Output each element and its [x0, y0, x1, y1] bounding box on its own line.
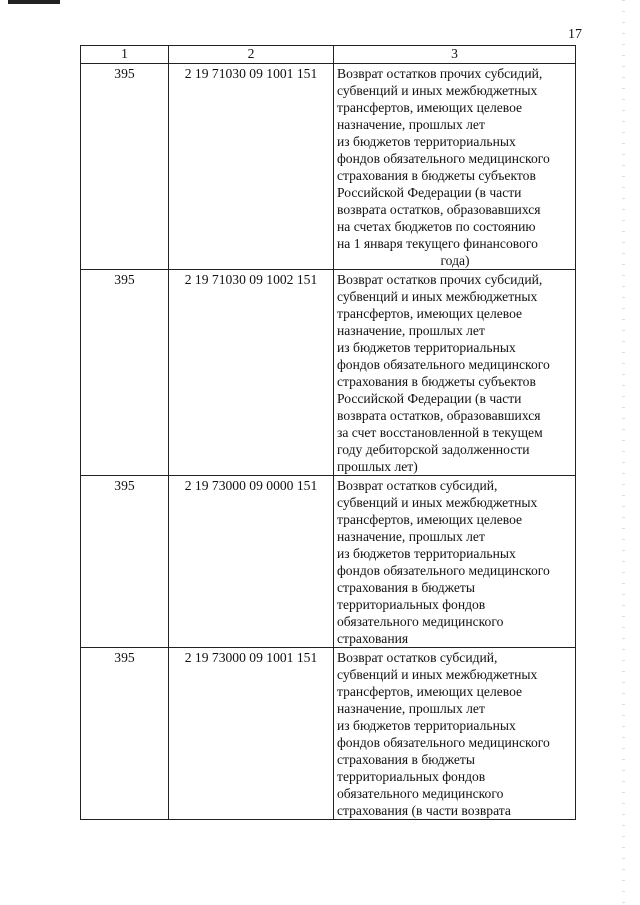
description-line: фондов обязательного медицинского	[337, 357, 550, 372]
description-line: из бюджетов территориальных	[337, 546, 516, 561]
table-header-row	[81, 46, 576, 64]
scan-edge-artifact	[622, 0, 625, 905]
description-line: фондов обязательного медицинского	[337, 151, 550, 166]
table-row	[81, 648, 576, 820]
description-line: из бюджетов территориальных	[337, 718, 516, 733]
admin-code-cell: 395	[81, 64, 169, 270]
corner-mark	[8, 0, 60, 4]
description-line: на счетах бюджетов по состоянию	[337, 219, 536, 234]
description-line: назначение, прошлых лет	[337, 323, 485, 338]
description-line: из бюджетов территориальных	[337, 134, 516, 149]
description-line: фондов обязательного медицинского	[337, 563, 550, 578]
budget-classification-code-cell: 2 19 71030 09 1002 151	[169, 270, 334, 476]
description-line: назначение, прошлых лет	[337, 701, 485, 716]
description-line: субвенций и иных межбюджетных	[337, 667, 538, 682]
description-line: территориальных фондов	[337, 769, 486, 784]
admin-code-cell: 395	[81, 270, 169, 476]
description-line: Возврат остатков субсидий,	[337, 478, 498, 493]
description-line: из бюджетов территориальных	[337, 340, 516, 355]
column-header-1: 1	[81, 46, 169, 64]
description-line: субвенций и иных межбюджетных	[337, 495, 538, 510]
admin-code-cell: 395	[81, 648, 169, 820]
page-number: 17	[568, 27, 582, 42]
description-line: субвенций и иных межбюджетных	[337, 83, 538, 98]
description-line: назначение, прошлых лет	[337, 117, 485, 132]
description-line: назначение, прошлых лет	[337, 529, 485, 544]
description-line: трансфертов, имеющих целевое	[337, 684, 523, 699]
description-line: Возврат остатков прочих субсидий,	[337, 272, 543, 287]
description-line: субвенций и иных межбюджетных	[337, 289, 538, 304]
description-cell	[334, 648, 576, 820]
description-cell	[334, 476, 576, 648]
description-line: территориальных фондов	[337, 597, 486, 612]
column-header-3: 3	[334, 46, 576, 64]
column-header-2: 2	[169, 46, 334, 64]
table-row	[81, 476, 576, 648]
table-row	[81, 64, 576, 270]
table-row	[81, 270, 576, 476]
description-line: Возврат остатков прочих субсидий,	[337, 66, 543, 81]
description-line: страхования в бюджеты субъектов	[337, 168, 536, 183]
description-line: Возврат остатков субсидий,	[337, 650, 498, 665]
budget-classification-code-cell: 2 19 73000 09 0000 151	[169, 476, 334, 648]
description-line: трансфертов, имеющих целевое	[337, 512, 523, 527]
description-line: фондов обязательного медицинского	[337, 735, 550, 750]
description-line: возврата остатков, образовавшихся	[337, 408, 541, 423]
description-line: году дебиторской задолженности	[337, 442, 530, 457]
admin-code-cell: 395	[81, 476, 169, 648]
description-cell	[334, 270, 576, 476]
budget-classification-code-cell: 2 19 71030 09 1001 151	[169, 64, 334, 270]
description-line: трансфертов, имеющих целевое	[337, 100, 523, 115]
description-line: страхования (в части возврата	[337, 803, 511, 818]
description-line: обязательного медицинского	[337, 614, 504, 629]
description-line: прошлых лет)	[337, 459, 418, 474]
budget-code-table	[80, 45, 576, 820]
description-cell	[334, 64, 576, 270]
description-line: на 1 января текущего финансового	[337, 236, 538, 251]
description-line: обязательного медицинского	[337, 786, 504, 801]
description-line: Российской Федерации (в части	[337, 391, 522, 406]
description-line: трансфертов, имеющих целевое	[337, 306, 523, 321]
description-line: возврата остатков, образовавшихся	[337, 202, 541, 217]
description-line: страхования	[337, 631, 409, 646]
description-line: страхования в бюджеты	[337, 580, 475, 595]
description-line: года)	[440, 253, 470, 268]
description-line: за счет восстановленной в текущем	[337, 425, 543, 440]
description-line: страхования в бюджеты	[337, 752, 475, 767]
description-line: Российской Федерации (в части	[337, 185, 522, 200]
description-line: страхования в бюджеты субъектов	[337, 374, 536, 389]
budget-classification-code-cell: 2 19 73000 09 1001 151	[169, 648, 334, 820]
